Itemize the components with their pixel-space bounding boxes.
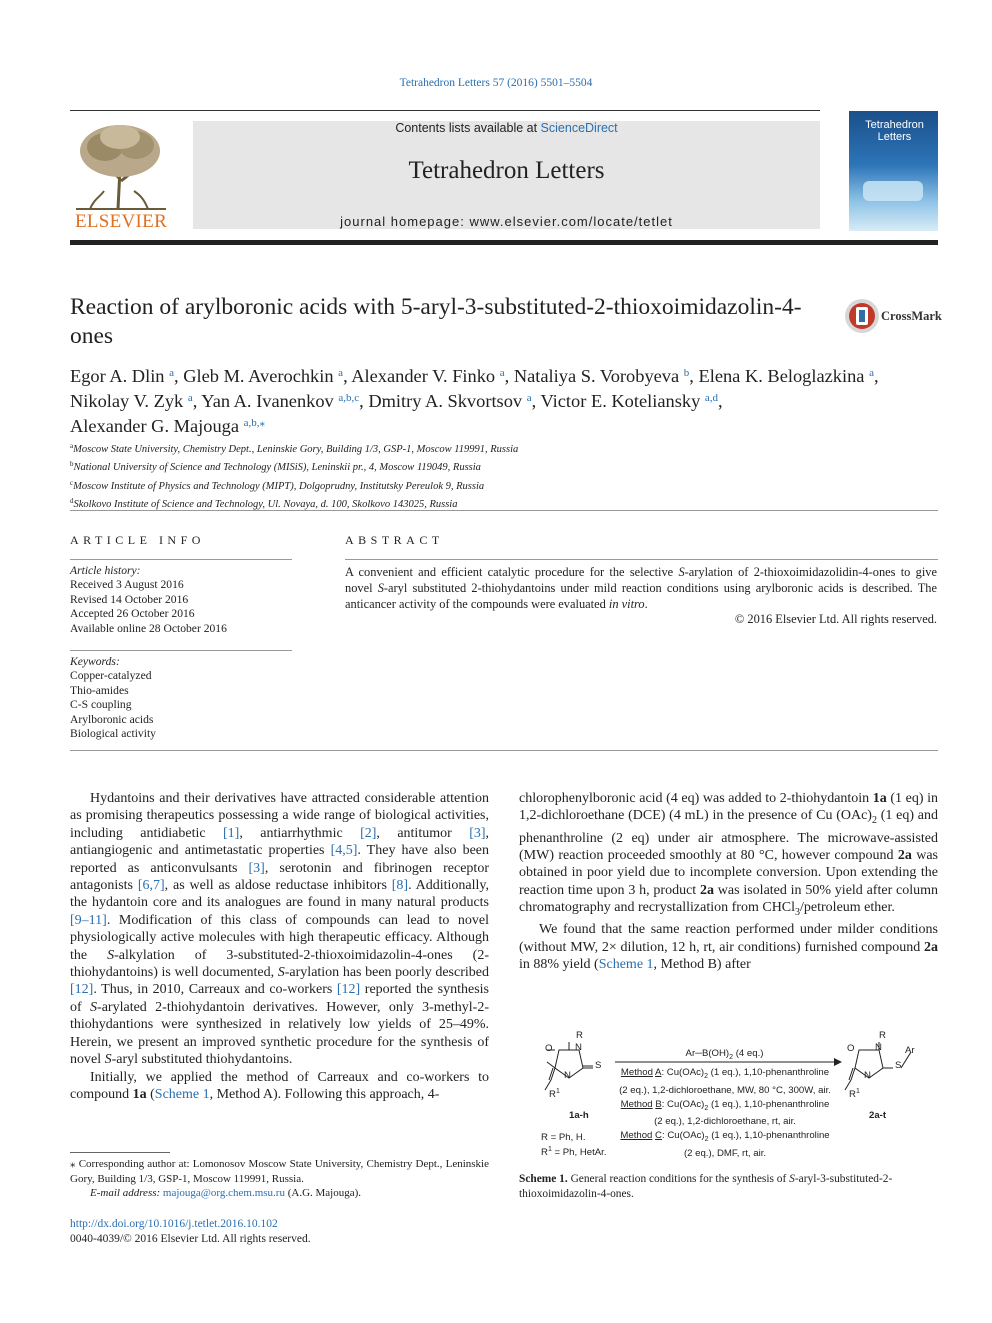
- keywords-rule: [70, 650, 292, 651]
- author-name: Nikolay V. Zyk: [70, 391, 184, 411]
- doi-block: [70, 1217, 311, 1247]
- author-affiliation-mark[interactable]: a: [526, 392, 532, 404]
- atom-n-product: N: [875, 1042, 882, 1053]
- text-run: . Thus, in 2010, Carreaux and co-workers: [93, 982, 337, 998]
- atom-o-product: O: [847, 1043, 855, 1054]
- reference-link[interactable]: Scheme 1: [598, 957, 654, 973]
- abs-i: in vitro: [608, 597, 645, 611]
- compound-number: 2a: [897, 848, 912, 864]
- body-paragraph: [70, 790, 489, 1069]
- atom-o-start: O: [545, 1043, 553, 1054]
- scheme-1-figure: [519, 1030, 938, 1165]
- crossmark-badge[interactable]: [844, 298, 942, 334]
- method-c-line2: (2 eq.), DMF, rt, air.: [683, 1147, 767, 1159]
- author-affiliation-mark[interactable]: a: [187, 392, 193, 404]
- text-run: /petroleum ether.: [800, 900, 895, 916]
- journal-cover-thumbnail[interactable]: [849, 111, 938, 231]
- body-paragraph: [70, 1069, 489, 1104]
- affiliation-list: [70, 439, 938, 513]
- method-conditions: [605, 1066, 845, 1161]
- author-name: Egor A. Dlin: [70, 366, 165, 386]
- journal-name: Tetrahedron Letters: [408, 157, 605, 184]
- arrow-head: [834, 1058, 842, 1066]
- compound-number: 2a: [924, 939, 938, 955]
- reference-link[interactable]: [1]: [223, 825, 240, 841]
- text-run: -alkylation of 3-substituted-2-thioxoimidazolin-4-ones (2-thiohydantoins) is well documented,: [70, 947, 489, 981]
- text-run: We found that the same reaction performed under milder conditions (without MW, 2× dilution, 12 h, rt, air conditions) furnished compound: [519, 922, 938, 955]
- text-run: was isolated in 50% yield after column chromatography and recrystallization from CHCl: [519, 882, 939, 916]
- text-run: (: [146, 1086, 155, 1102]
- italic-run: S: [107, 947, 115, 963]
- body-left-column: [70, 790, 489, 1103]
- r1-definition: $R^1 = Ph$, HetAr.: [541, 1146, 607, 1159]
- reference-link[interactable]: [9–11]: [70, 912, 107, 928]
- text-run: , serotonin and fibrinogen receptor antagonists: [70, 860, 489, 894]
- text-run: in 88% yield (: [519, 957, 599, 973]
- compound-label-start: 1a-h: [569, 1110, 589, 1121]
- author-affiliation-mark[interactable]: a,b,c: [338, 392, 360, 404]
- keyword: Copper-catalyzed: [70, 669, 152, 683]
- scheme-1-caption: Scheme 1. General reaction conditions for the synthesis of S-aryl-3-substituted-2-thioxoimidazolin-4-ones.: [519, 1173, 893, 1200]
- italic-run: S: [104, 1052, 112, 1068]
- text-run: reported the synthesis of: [70, 982, 489, 1015]
- history-date: Received 3 August 2016: [70, 578, 184, 592]
- text-run: -aryl substituted thiohydantoins.: [111, 1052, 293, 1068]
- atom-ar-product: Ar: [905, 1045, 915, 1056]
- affiliation-text: Moscow Institute of Physics and Technology (MIPT), Dolgoprudny, Institutsky Pereulok 9, Russia: [73, 480, 485, 492]
- text-run: -arylation has been poorly described: [284, 965, 489, 981]
- author-affiliation-mark[interactable]: b: [683, 367, 690, 379]
- reference-link[interactable]: [4,5]: [330, 843, 358, 859]
- text-run: , Method B) after: [653, 957, 751, 973]
- keyword: Thio-amides: [70, 683, 129, 697]
- text-run: , as well as aldose reductase inhibitors: [164, 878, 392, 894]
- atom-n2-start: N: [564, 1070, 571, 1081]
- text-run: Hydantoins and their derivatives have attracted considerable attention as promising therapeutics possessing a wide range of biological activities, including antidiabetic: [70, 791, 489, 841]
- journal-homepage[interactable]: journal homepage: www.elsevier.com/locate/tetlet: [340, 214, 673, 229]
- contents-prefix: Contents lists available at: [395, 121, 541, 135]
- article-history: [70, 564, 292, 636]
- text-run: , antiangiogenic and antimetastatic properties: [70, 825, 490, 859]
- abstract-copyright: © 2016 Elsevier Ltd. All rights reserved.: [734, 612, 937, 626]
- atom-r1-product: $R^1$: [849, 1088, 860, 1101]
- article-info-heading: ARTICLE INFO: [70, 533, 205, 547]
- text-run: Initially, we applied the method of Carreaux and co-workers to compound: [70, 1069, 489, 1102]
- abs-t: -aryl substituted 2-thiohydantoins under mild reaction conditions using arylboronic acids is described. The anticancer activity of the compounds were evaluated: [345, 581, 937, 611]
- reference-link[interactable]: [3]: [469, 825, 486, 841]
- author-affiliation-mark[interactable]: a: [869, 367, 874, 379]
- abstract-text: [345, 564, 937, 612]
- text-run: , Method A). Following this approach, 4-: [209, 1086, 440, 1102]
- compound-number: 2a: [699, 882, 714, 898]
- author-name: Yan A. Ivanenkov: [201, 391, 334, 411]
- text-run: , antitumor: [376, 825, 470, 841]
- cover-title-2: Letters: [877, 131, 912, 143]
- history-date: Accepted 26 October 2016: [70, 607, 195, 621]
- author-name: Alexander G. Majouga: [70, 416, 240, 436]
- article-title: Reaction of arylboronic acids with 5-aryl-3-substituted-2-thioxoimidazolin-4-ones: [70, 294, 802, 349]
- text-run: -arylated 2-thiohydantoin derivatives. However, only 3-methyl-2-thiohydantions were synthesized in relatively low yields of 25–49%. Herein, we present an improved synthetic procedure for the synthesis of novel: [70, 999, 490, 1068]
- reference-link[interactable]: [8]: [391, 878, 409, 894]
- text-run: , antiarrhythmic: [239, 825, 361, 841]
- text-run: . Modification of this class of compounds can lead to novel physiologically active molecules with high therapeutic efficacy. Although the: [70, 912, 489, 963]
- author-list: Egor A. Dlin $^a$, Gleb M. Averochkin $^a$, Alexander V. Finko $^a$, Nataliya S. Vorobyeva $^b$, Elena K. Beloglazkina $^a$, Nikolay V. Zyk $^a$, Yan A. Ivanenkov $^{a,b,c}$, Dmitry A. Skvortsov $^a$, Victor E. Koteliansky $^{a,d}$, Alexander G. Majouga $^{a,b,⁎}$: [70, 366, 879, 436]
- cover-title-1: Tetrahedron: [865, 119, 924, 131]
- author-affiliation-mark[interactable]: a: [338, 367, 344, 379]
- corresponding-text: ⁎ Corresponding author at: Lomonosov Moscow State University, Chemistry Dept., Leninskie Gory, Building 1/3, GSP-1, Moscow 119991, Russia.: [70, 1158, 489, 1185]
- issn-line: 0040-4039/© 2016 Elsevier Ltd. All rights reserved.: [70, 1233, 311, 1245]
- article-info-rule: [70, 559, 292, 560]
- affiliation-mark: d: [70, 497, 74, 506]
- history-date: Available online 28 October 2016: [70, 621, 227, 635]
- author-name: Alexander V. Finko: [351, 366, 496, 386]
- divider-top: [70, 510, 938, 511]
- header-thick-rule: [70, 240, 938, 245]
- abs-t: A convenient and efficient catalytic procedure for the selective: [345, 565, 679, 579]
- method-a-line2: (2 eq.), 1,2-dichloroethane, MW, 80 °C, 300W, air.: [619, 1084, 831, 1096]
- body-paragraph: [519, 921, 938, 973]
- author-affiliation-mark[interactable]: a,b,⁎: [243, 417, 266, 429]
- text-run: . Additionally, the hydantoin core and its analogues are found in many natural products: [70, 878, 490, 911]
- subscript: 3: [795, 907, 801, 919]
- abs-t: .: [644, 597, 648, 611]
- italic-run: S: [90, 999, 98, 1015]
- keyword: Arylboronic acids: [70, 712, 154, 726]
- author-affiliation-mark[interactable]: a,d: [704, 392, 719, 404]
- cover-graphic: [863, 181, 923, 201]
- email-line: E-mail address: majouga@org.chem.msu.ru (A.G. Majouga).: [90, 1187, 362, 1199]
- abs-i: S: [377, 581, 384, 595]
- affiliation-mark: b: [70, 460, 74, 469]
- compound-number: 1a: [132, 1086, 147, 1102]
- method-b-line1: Method B: $Cu(OAc)_2$ (1 eq.), 1,10-phenanthroline: [620, 1098, 830, 1112]
- history-date: Revised 14 October 2016: [70, 592, 189, 606]
- author-name: Dmitry A. Skvortsov: [368, 391, 523, 411]
- reference-link[interactable]: [12]: [336, 982, 361, 998]
- author-name: Elena K. Beloglazkina: [698, 366, 865, 386]
- affiliation-text: National University of Science and Technology (MISiS), Leninskii pr., 4, Moscow 119049, Russia: [73, 462, 481, 474]
- history-label: Article history:: [70, 564, 141, 577]
- footnote-rule: [70, 1152, 170, 1153]
- elsevier-tree-icon: [70, 119, 172, 211]
- method-c-line1: Method C: $Cu(OAc)_2$ (1 eq.), 1,10-phenanthroline: [620, 1130, 830, 1143]
- reference-link[interactable]: [3]: [248, 860, 265, 876]
- corresponding-author-note: [70, 1157, 489, 1201]
- italic-run: S: [277, 965, 285, 981]
- keywords: [70, 655, 292, 741]
- abstract-rule: [345, 559, 938, 560]
- atom-n-start: N: [575, 1042, 582, 1053]
- reference-link[interactable]: Scheme 1: [154, 1086, 210, 1102]
- affiliation-text: Skolkovo Institute of Science and Technology, Ul. Novaya, d. 100, Skolkovo 143025, Russia: [73, 499, 458, 511]
- text-run: chlorophenylboronic acid (4 eq) was added to 2-thiohydantoin: [519, 791, 873, 806]
- author-name: Gleb M. Averochkin: [183, 366, 334, 386]
- compound-label-product: 2a-t: [869, 1110, 887, 1121]
- reference-link[interactable]: [12]: [70, 982, 94, 998]
- affiliation: [70, 457, 938, 475]
- crossmark-icon: [844, 298, 880, 334]
- sciencedirect-link[interactable]: ScienceDirect: [540, 121, 618, 135]
- keyword: C-S coupling: [70, 698, 132, 712]
- doi-link[interactable]: http://dx.doi.org/10.1016/j.tetlet.2016.10.102: [70, 1218, 278, 1230]
- affiliation: [70, 439, 938, 457]
- affiliation-mark: a: [70, 442, 74, 450]
- text-run: (1 eq) and phenanthroline (2 eq) under air atmosphere. The microwave-assisted (MW) reaction proceeded smoothly at 80 °C, however compound: [519, 808, 938, 864]
- crossmark-label: CrossMark: [881, 309, 942, 323]
- body-right-column: [519, 790, 938, 974]
- email-label: E-mail address:: [90, 1187, 161, 1199]
- text-run: was obtained in poor yield due to incomplete conversion. Upon extending the reaction time upon 3 h, product: [519, 848, 938, 898]
- atom-r1-start: $R^1$: [549, 1088, 560, 1101]
- contents-availability: [193, 121, 820, 135]
- atom-r-product: R: [879, 1030, 886, 1041]
- header-rule: [70, 110, 820, 111]
- atom-r-start: R: [576, 1030, 583, 1041]
- r-definition: R = Ph, H.: [541, 1132, 586, 1143]
- elsevier-logo[interactable]: [70, 119, 172, 231]
- abs-i: S: [678, 565, 685, 579]
- body-paragraph: [519, 790, 938, 921]
- compound-number: 1a: [872, 791, 887, 806]
- author-name: Nataliya S. Vorobyeva: [513, 366, 680, 386]
- author-name: Victor E. Koteliansky: [540, 391, 701, 411]
- atom-s-product: S: [895, 1060, 902, 1071]
- abs-t: -arylation of 2-thioxoimidazolidin-4-ones to give novel: [345, 565, 937, 595]
- journal-citation[interactable]: Tetrahedron Letters 57 (2016) 5501–5504: [399, 77, 593, 89]
- method-a-line1: Method A: $Cu(OAc)_2$ (1 eq.), 1,10-phenanthroline: [620, 1067, 830, 1080]
- atom-n2-product: N: [864, 1070, 871, 1081]
- author-affiliation-mark[interactable]: a: [169, 367, 175, 379]
- text-run: . They have also been reported as anticonvulsants: [70, 843, 490, 876]
- reference-link[interactable]: [2]: [360, 825, 377, 841]
- reference-link[interactable]: [6,7]: [137, 878, 165, 894]
- subscript: 2: [871, 815, 877, 827]
- keyword: Biological activity: [70, 727, 156, 741]
- author-affiliation-mark[interactable]: a: [499, 367, 505, 379]
- caption-label: Scheme 1.: [519, 1173, 568, 1185]
- affiliation-mark: c: [70, 478, 74, 487]
- affiliation-text: Moscow State University, Chemistry Dept., Leninskie Gory, Building 1/3, GSP-1, Moscow 119991, Russia: [73, 444, 519, 455]
- abstract-heading: ABSTRACT: [345, 533, 444, 547]
- affiliation: [70, 476, 938, 494]
- email-link[interactable]: majouga@org.chem.msu.ru: [162, 1187, 285, 1199]
- journal-header-box: [193, 121, 820, 229]
- text-run: (1 eq) in 1,2-dichloroethane (DCE) (4 mL) in the presence of Cu (OAc): [519, 791, 938, 824]
- keywords-label: Keywords:: [70, 655, 120, 668]
- method-b-line2: (2 eq.), 1,2-dichloroethane, rt, air.: [654, 1116, 796, 1128]
- elsevier-wordmark: ELSEVIER: [74, 211, 168, 232]
- reagent-label: $Ar─B(OH)_2$ (4 eq.): [685, 1048, 764, 1061]
- divider-bottom: [70, 750, 938, 751]
- atom-s-start: S: [595, 1060, 602, 1071]
